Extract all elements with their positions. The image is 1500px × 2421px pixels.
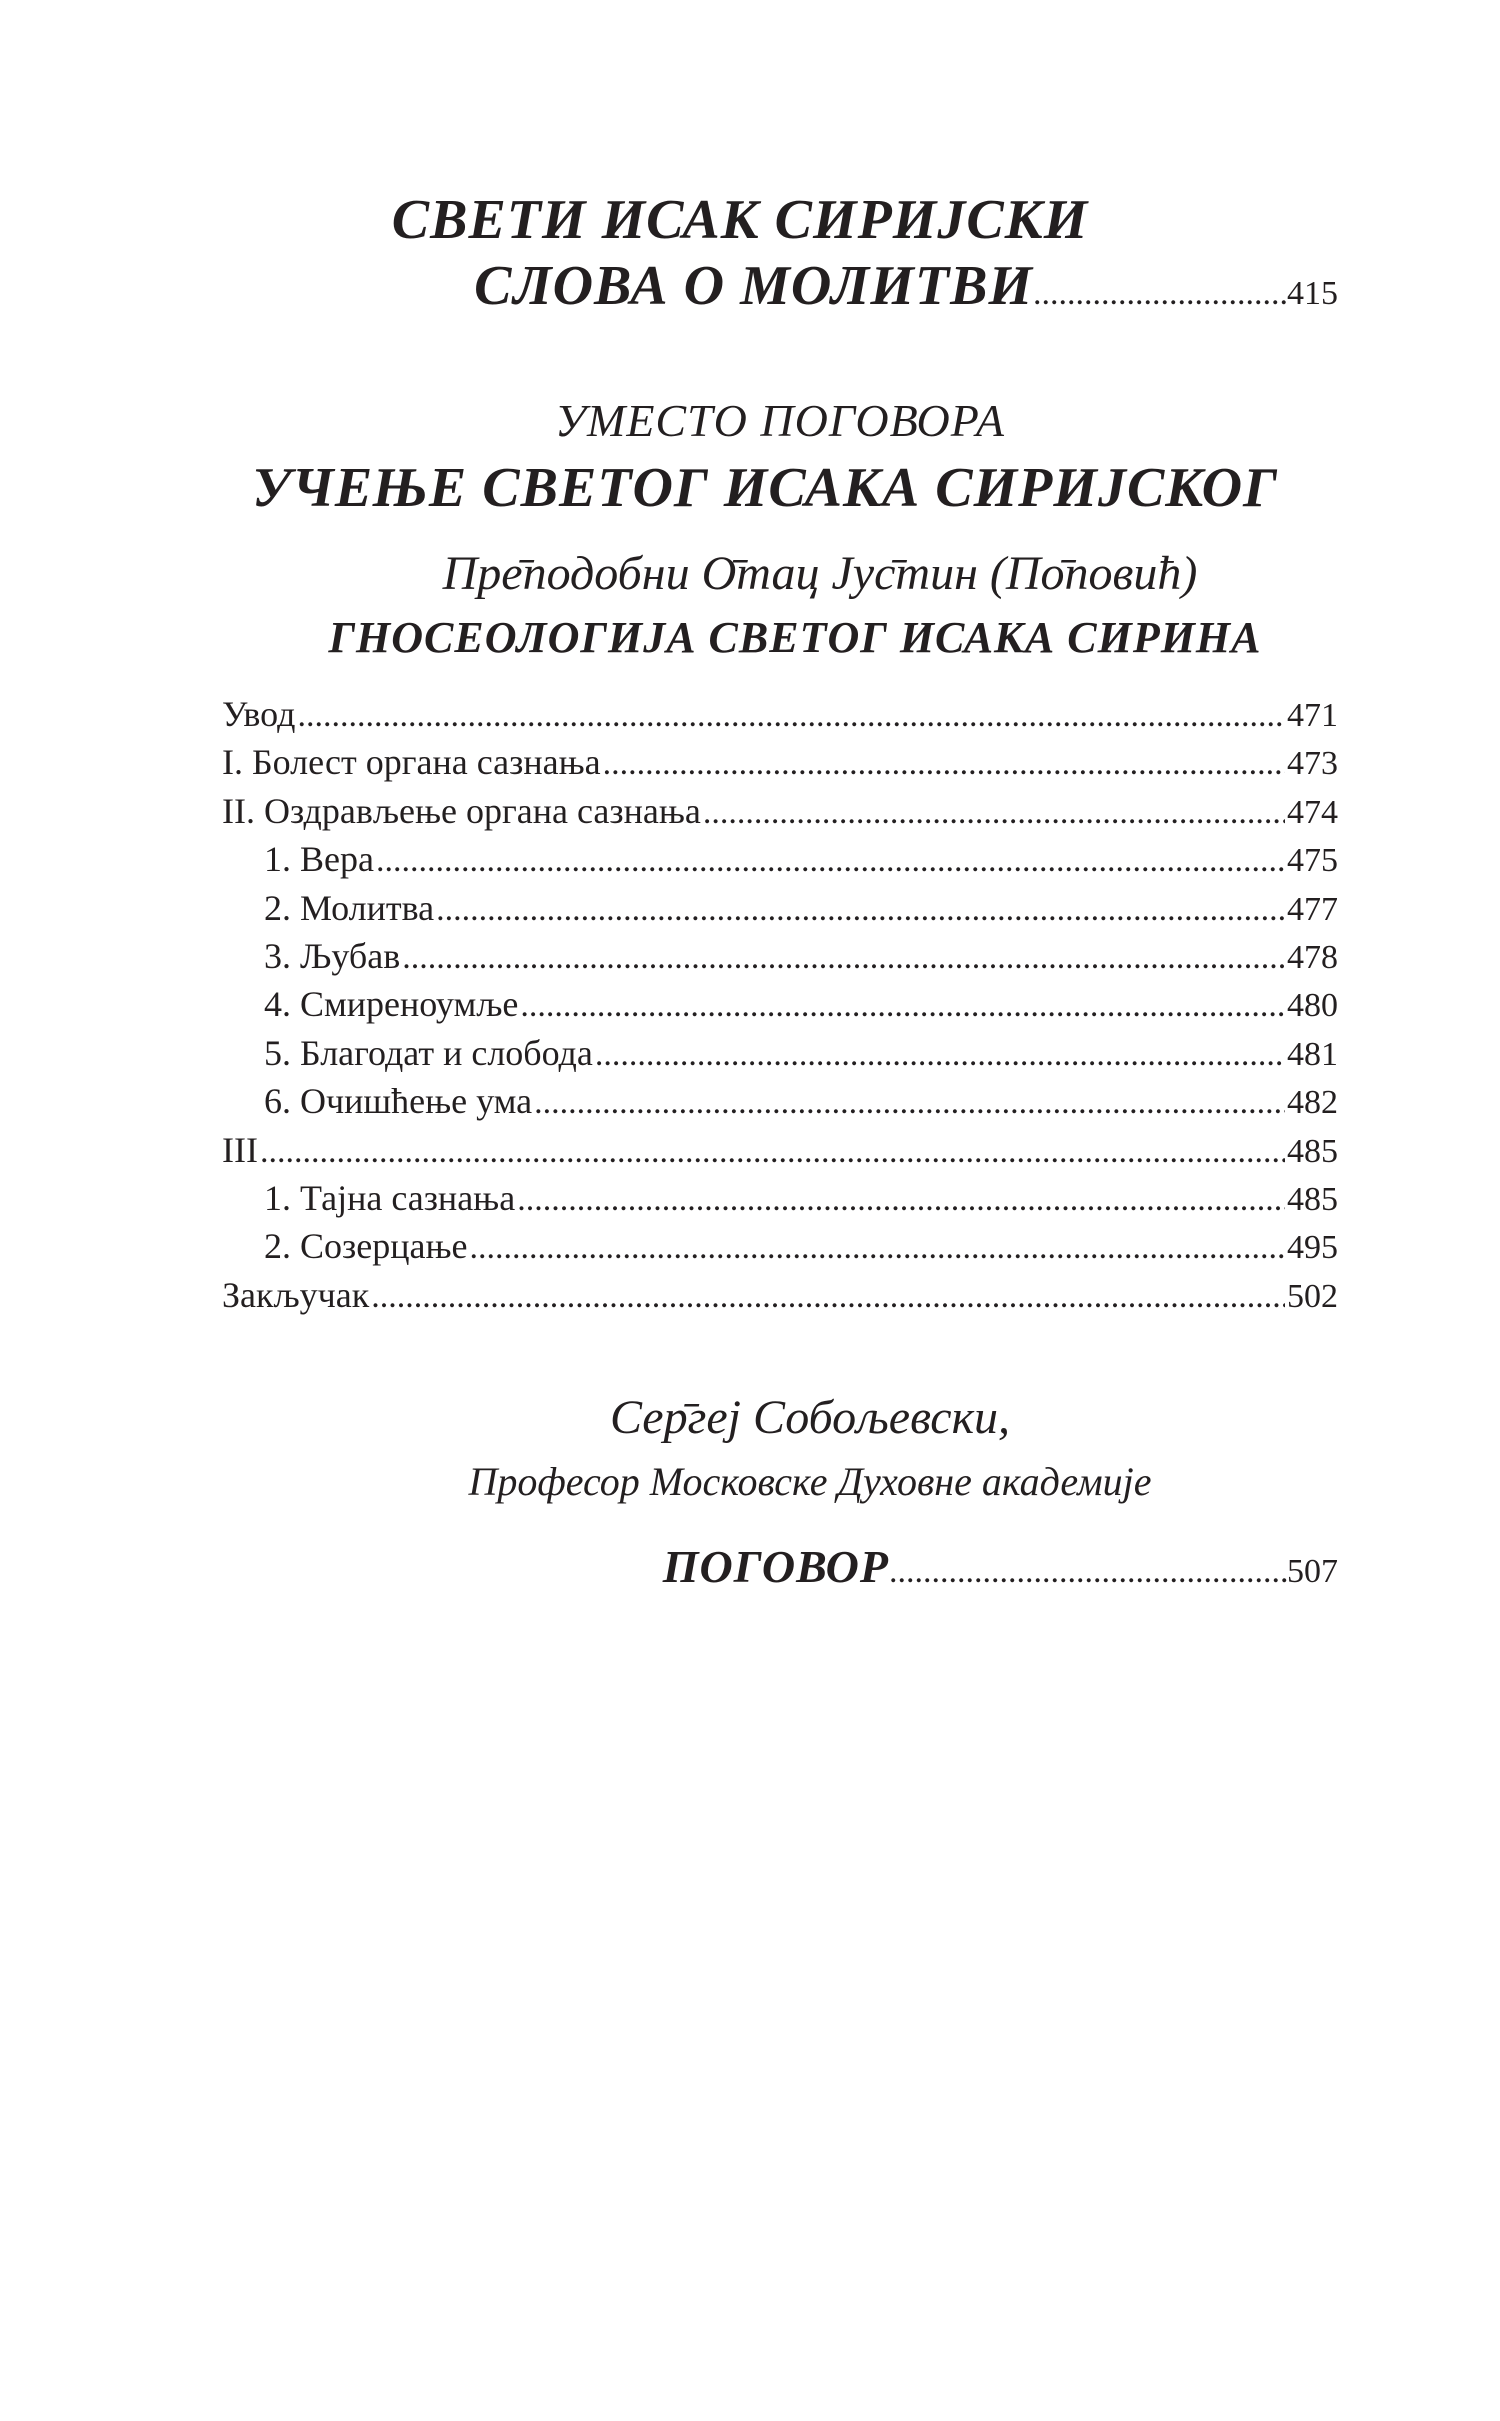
section2-entry-list: [222, 690, 1338, 1319]
toc-entry-bolest[interactable]: [222, 738, 1338, 786]
toc-entry-smirenoumlje[interactable]: [222, 980, 1338, 1028]
toc-entry-label: Увод: [222, 694, 296, 734]
toc-entry-page: 473: [1287, 745, 1338, 783]
toc-entry-iii[interactable]: [222, 1126, 1338, 1174]
section3-title: ПОГОВОР: [662, 1541, 889, 1592]
toc-entry-label: 2. Молитва: [264, 887, 435, 928]
leader-dots: [595, 1031, 1285, 1079]
leader-dots: [703, 789, 1285, 837]
section3-page-number: 507: [1287, 1553, 1338, 1590]
leader-dots: [517, 1176, 1285, 1224]
toc-entry-zakljucak[interactable]: [222, 1271, 1338, 1319]
toc-entry-label: III: [222, 1129, 258, 1170]
toc-entry-page: 477: [1287, 890, 1338, 928]
section2-author: Пре̄подобни О̄тац Јус̄тин (По̄повић): [442, 547, 1198, 600]
leader-dots: [534, 1079, 1285, 1127]
toc-entry-label: 1. Тајна сазнања: [264, 1177, 516, 1218]
toc-entry-ljubav[interactable]: [222, 932, 1338, 980]
leader-dots: [260, 1128, 1285, 1176]
toc-entry-page: 475: [1287, 842, 1338, 880]
toc-entry-page: 482: [1287, 1084, 1338, 1122]
leader-dots: [603, 740, 1285, 788]
toc-entry-page: 471: [1287, 697, 1338, 734]
toc-entry-page: 502: [1287, 1277, 1338, 1315]
toc-entry-label: 1. Вера: [264, 839, 374, 880]
leader-dots: [376, 837, 1285, 885]
leader-dots: [402, 934, 1285, 982]
leader-dots: [371, 1273, 1285, 1321]
toc-entry-page: 480: [1287, 987, 1338, 1025]
toc-entry-label: I. Болест органа сазнања: [222, 742, 601, 783]
leader-dots: [1033, 275, 1287, 313]
toc-entry-ozdravljenje[interactable]: [222, 787, 1338, 835]
toc-entry-vera[interactable]: [222, 835, 1338, 883]
leader-dots: [436, 886, 1285, 934]
section1-page-number: 415: [1287, 275, 1338, 312]
toc-entry-label: Закључак: [222, 1274, 370, 1315]
section2-title: УЧЕЊЕ СВЕТОГ ИСАКА СИРИЈСКОГ: [252, 457, 1278, 519]
leader-dots: [520, 982, 1285, 1030]
toc-entry-uvod[interactable]: [222, 690, 1338, 738]
toc-entry-blagodat[interactable]: [222, 1029, 1338, 1077]
toc-entry-molitva[interactable]: [222, 884, 1338, 932]
toc-entry-sozercanje[interactable]: [222, 1222, 1338, 1270]
leader-dots: [297, 692, 1285, 740]
section1-title-line2: СЛОВА О МОЛИТВИ: [474, 255, 1033, 317]
toc-entry-page: 478: [1287, 938, 1338, 976]
leader-dots: [469, 1224, 1285, 1272]
toc-entry-label: 5. Благодат и слобода: [264, 1032, 593, 1073]
toc-entry-page: 495: [1287, 1229, 1338, 1267]
toc-entry-page: 474: [1287, 793, 1338, 831]
toc-entry-label: 3. Љубав: [264, 935, 401, 976]
section2-heading: ГНОСЕОЛОГИЈА СВЕТОГ ИСАКА СИРИНА: [328, 613, 1262, 662]
toc-entry-page: 481: [1287, 1035, 1338, 1073]
section3-affiliation: Професор Московске Духовне академије: [468, 1459, 1152, 1504]
section1-title-line1: СВЕТИ ИСАК СИРИЈСКИ: [391, 189, 1089, 251]
toc-entry-page: 485: [1287, 1180, 1338, 1218]
toc-entry-ociscenje[interactable]: [222, 1077, 1338, 1125]
section3-entry[interactable]: [222, 1540, 1338, 1593]
section2-subtitle: УМЕСТО ПОГОВОРА: [555, 395, 1005, 446]
toc-entry-page: 485: [1287, 1132, 1338, 1170]
toc-entry-label: II. Оздрављење органа сазнања: [222, 790, 701, 831]
toc-entry-tajna[interactable]: [222, 1174, 1338, 1222]
toc-entry-label: 6. Очишћење ума: [264, 1081, 533, 1122]
toc-entry-label: 2. Созерцање: [264, 1226, 468, 1267]
toc-entry-label: 4. Смиреноумље: [264, 984, 519, 1025]
section1-entry[interactable]: [222, 254, 1338, 318]
leader-dots: [889, 1553, 1287, 1591]
section3-author: Сер̄гej Собољевски,: [609, 1391, 1011, 1444]
